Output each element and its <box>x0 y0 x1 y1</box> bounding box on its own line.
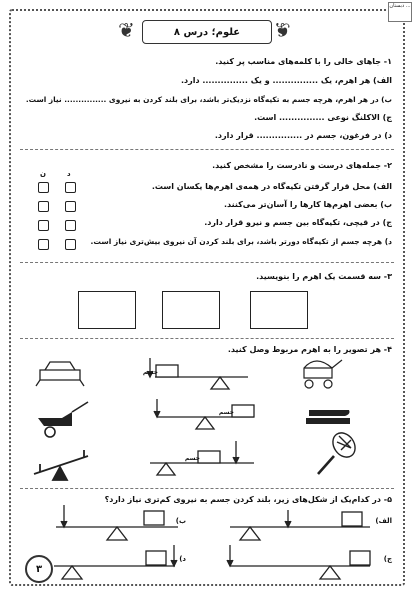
tennis-racket-icon <box>318 429 360 474</box>
wheelbarrow-icon <box>38 402 88 437</box>
balance-scale-icon <box>36 362 84 386</box>
question-2-title: ۲- جمله‌های درست و نادرست را مشخص کنید. <box>212 161 392 170</box>
load-label: جسم <box>142 369 158 376</box>
question-2a: الف) محل قرار گرفتن تکیه‌گاه در همه‌ی اهرم‌ها یکسان است. <box>151 182 392 191</box>
seesaw-icon <box>34 450 88 480</box>
q5-option-a-lever <box>230 510 370 540</box>
butterfly-icon: ❦ <box>118 18 135 42</box>
baby-stroller-icon <box>304 360 342 388</box>
page-title: علوم؛ درس ۸ <box>142 20 272 44</box>
q5-option-c-lever <box>227 545 370 579</box>
lever-diagram-3 <box>150 441 254 475</box>
section-divider <box>20 488 394 489</box>
lever-diagram-1 <box>147 358 248 389</box>
question-1d: د) در فرغون، جسم در ............... قرار دارد. <box>214 131 392 140</box>
true-column-header: د <box>67 170 71 178</box>
question-1b: ب) در هر اهرم، هرچه جسم به تکیه‌گاه نزدیک‌تر باشد، برای بلند کردن به نیروی ............... نیاز است. <box>25 95 392 104</box>
q5-option-d-lever <box>54 545 177 579</box>
lever-diagram-2 <box>154 399 254 429</box>
q5-option-d-label: د) <box>179 555 186 563</box>
page-number: ۳ <box>25 555 53 583</box>
question-3-title: ۳- سه قسمت یک اهرم را بنویسید. <box>256 272 392 281</box>
question-1a: الف) هر اهرم، یک ............... و یک ............... دارد. <box>180 76 392 85</box>
question-2d: د) هرچه جسم از تکیه‌گاه دورتر باشد، برای بلند کردن آن نیروی بیش‌تری نیاز است. <box>90 237 392 246</box>
q5-option-b-lever <box>56 505 178 540</box>
question-2c: ج) در قیچی، تکیه‌گاه بین جسم و نیرو قرار دارد. <box>204 218 392 227</box>
load-label: جسم <box>218 409 234 416</box>
question-1c: ج) الاکلنگ نوعی ............... است. <box>254 113 392 122</box>
load-label: جسم <box>184 455 200 462</box>
q5-option-a-label: الف) <box>375 517 392 525</box>
question-2b: ب) بعضی اهرم‌ها کارها را آسان‌تر می‌کنند. <box>223 200 392 209</box>
butterfly-icon: ❦ <box>274 18 291 42</box>
q5-option-c-label: ج) <box>383 555 392 563</box>
question-1-title: ۱- جاهای خالی را با کلمه‌های مناسب پر کنید. <box>215 57 392 66</box>
false-column-header: ن <box>40 170 46 178</box>
stapler-icon <box>306 410 350 424</box>
school-logo: دبستان ... <box>388 2 412 22</box>
question-4-title: ۴- هر تصویر را به اهرم مربوط وصل کنید. <box>227 345 392 354</box>
question-5-title: ۵- در کدام‌یک از شکل‌های زیر، بلند کردن جسم به نیروی کم‌تری نیاز دارد؟ <box>104 495 392 504</box>
q5-option-b-label: ب) <box>175 517 186 525</box>
